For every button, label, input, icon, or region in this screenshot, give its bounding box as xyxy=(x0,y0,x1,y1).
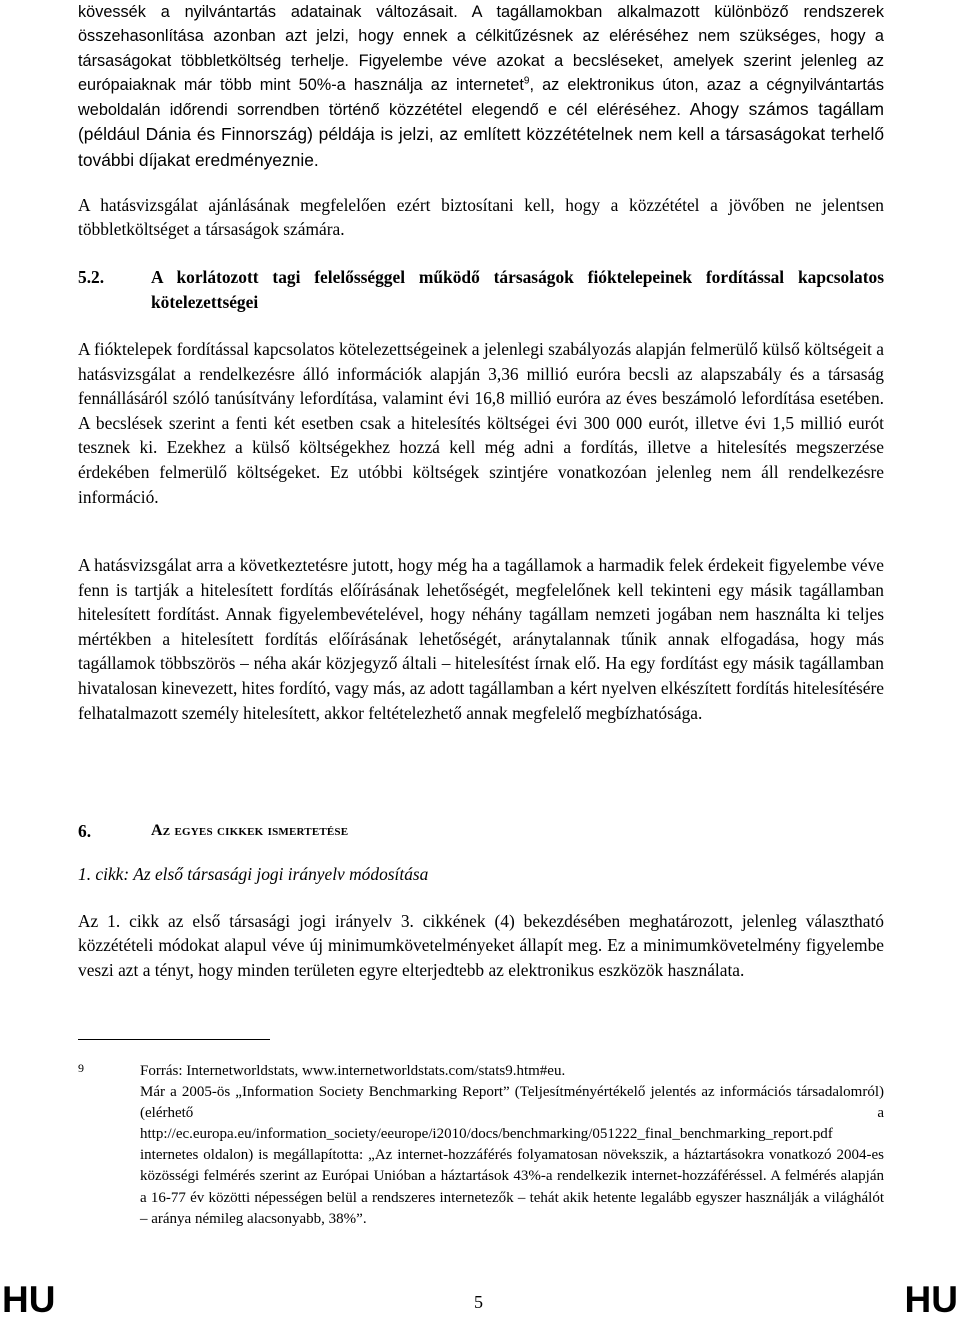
article-heading: 1. cikk: Az első társasági jogi irányelv módosítása xyxy=(78,864,429,884)
footnote-line-2: Már a 2005-ös „Information Society Benchmarking Report” (Teljesítményértékelő jelentés az információs társadalomról) (elérhető a http://ec.europa.eu/information_society/eeurope/i2010/docs/benchmarking/051222_final_benchmarking_report.pdf internetes oldalon) is megállapította: „Az internet-hozzáférés folyamatosan növekszik, a háztartásokra vonatkozó 2004-es közösségi felmérés szerint az Európai Unióban a háztartások 43%-a rendelkezik internet-hozzáféréssel. A felmérés alapján a 16-77 év közötti népességen belül a rendszeres internetezők – tehát akik hetente legalább egyszer használják a világhálót – aránya némileg alacsonyabb, 38%”. xyxy=(140,1084,884,1227)
section-heading-6 xyxy=(78,820,884,842)
footnote xyxy=(78,1061,884,1230)
section-title: Az egyes cikkek ismertetése xyxy=(151,822,349,839)
footer-language-right: HU xyxy=(904,1279,958,1320)
footnote-mark: 9 xyxy=(78,1061,84,1075)
footer-language-left: HU xyxy=(2,1279,56,1320)
footnote-separator xyxy=(78,1039,270,1040)
footnote-line-1: Forrás: Internetworldstats, www.internetworldstats.com/stats9.htm#eu. xyxy=(140,1063,566,1079)
paragraph-5: Az 1. cikk az első társasági jogi irányelv 3. cikkének (4) bekezdésében meghatározott, jelenleg választható közzétételi módokat alapul véve új minimumkövetelményeket állapít meg. Ez a minimumkövetelmény figyelembe veszi azt a tényt, hogy minden területen egyre elterjedtebb az elektronikus eszközök használata. xyxy=(78,911,884,980)
paragraph-2: A hatásvizsgálat ajánlásának megfelelően ezért biztosítani kell, hogy a közzététel a jövőben ne jelentsen többletköltséget a társaságok számára. xyxy=(78,195,884,240)
section-number: 6. xyxy=(78,821,92,841)
paragraph-1 xyxy=(78,0,884,173)
section-title: A korlátozott tagi felelősséggel működő társaságok fióktelepeinek fordítással kapcsolatos kötelezettségei xyxy=(151,267,884,312)
paragraph-3: A fióktelepek fordítással kapcsolatos kötelezettségeinek a jelenlegi szabályozás alapján felmerülő külső költségeit a hatásvizsgálat a rendelkezésre álló információk alapján 3,36 millió euróra becsli az alapszabály és a társaság fennállásáról szóló tanúsítvány lefordítása, valamint évi 16,8 millió euróra az éves beszámoló lefordítása esetében. A becslések szerint a fenti két esetben csak a hitelesítés költségei évi 300 000 eurót, illetve évi 1,5 millió eurót tesznek ki. Ezekhez a külső költségekhez hozzá kell még adni a fordítás, illetve a hitelesítés megszerzése érdekében felmerülő költségeket. Ez utóbbi költségek szintjére vonatkozóan jelenleg nem áll rendelkezésre információ. xyxy=(78,339,884,507)
page-footer xyxy=(0,1280,960,1320)
page-number: 5 xyxy=(474,1292,483,1312)
paragraph-1-text: kövessék a nyilvántartás adatainak változásait. A tagállamokban alkalmazott különböző rendszerek összehasonlítása azonban azt jelzi, hogy ennek a célkitűzésnek az eléréséhez nem szükséges, hogy a társaságokat többletköltség terhelje. Figyelembe véve azokat a becsléseket, amelyek szerint jelenleg az európaiaknak már több mint 50%-a használja az internetet xyxy=(78,3,884,94)
section-heading-5-2 xyxy=(78,265,884,314)
footnote-body xyxy=(140,1061,884,1230)
paragraph-1-serif-text: Ahogy számos tagállam (például Dánia és Finnország) példája is jelzi, az említett közzétételnek nem kell a társaságokat terhelő további díjakat eredményeznie. xyxy=(78,99,884,170)
paragraph-1-text-continued: , az elektronikus úton, azaz a cégnyilvántartás weboldalán időrendi sorrendben történő közzététel elegendő e cél eléréséhez. xyxy=(78,75,884,120)
paragraph-4: A hatásvizsgálat arra a következtetésre jutott, hogy még ha a tagállamok a harmadik felek érdekeit figyelembe véve fenn is tartják a hitelesített fordítás előírásának lehetőségét, megfelelőnek kell tekinteni egy másik tagállamban hitelesített fordítást. Annak figyelembevételével, hogy néhány tagállam nemzeti jogában nem használta ki teljes mértékben a hitelesített fordítás előírásának lehetőségét, aránytalannak tűnik annak elfogadása, hogy más tagállamok többszörös – néha akár közjegyző általi – hitelesítést írnak elő. Ha egy fordítást egy másik tagállamban hivatalosan kinevezett, hites fordító, vagy más, az adott tagállamban a kért nyelven elkészített fordítás hitelesítésére felhatalmazott személy hitelesített, akkor feltételezhető annak megfelelő megbízhatósága. xyxy=(78,555,884,723)
section-number: 5.2. xyxy=(78,267,105,287)
footnote-reference: 9 xyxy=(523,75,530,87)
